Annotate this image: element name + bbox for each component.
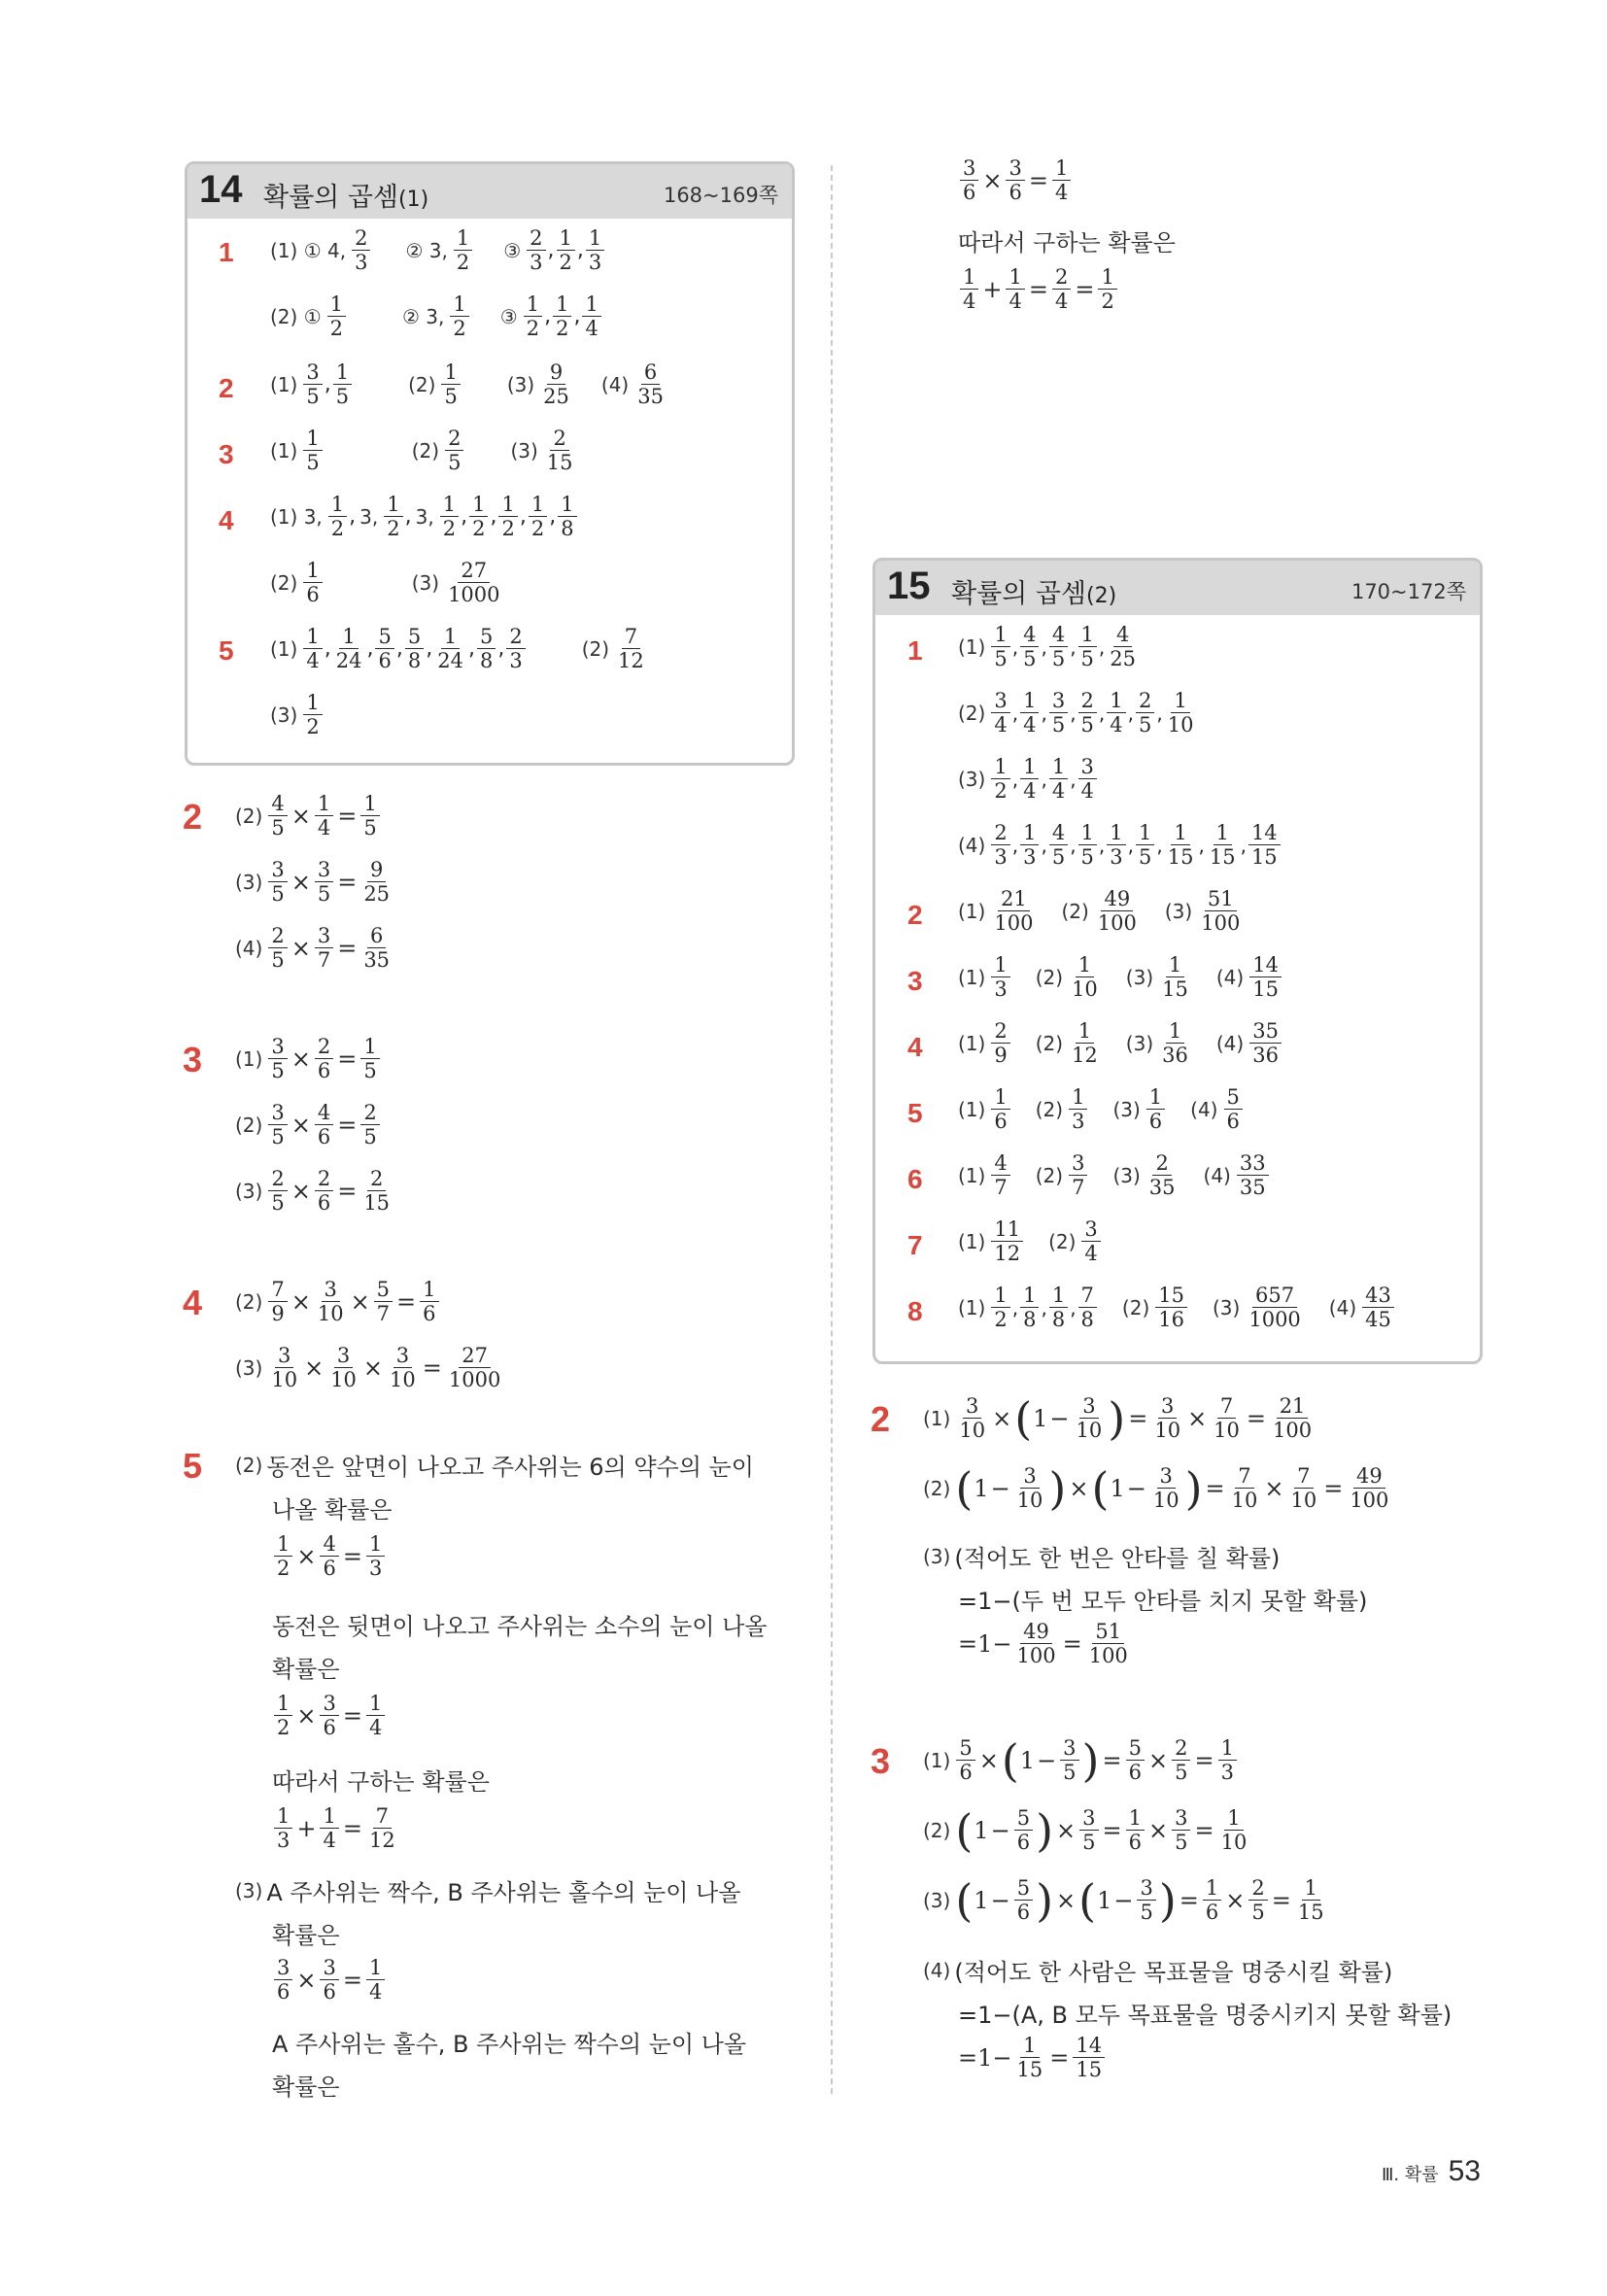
- section-title: 확률의 곱셈(1): [263, 183, 429, 213]
- fraction: $\frac{3}{5}$: [268, 1036, 287, 1081]
- item-label: (1): [958, 1031, 986, 1055]
- solution-text: (3) A 주사위는 짝수, B 주사위는 홀수의 눈이 나올: [235, 1878, 741, 1906]
- fraction: $\frac{3}{5}$: [1079, 1807, 1098, 1853]
- solution-line: (2) ( 1 − $\frac{5}{6}$ ) × $\frac{3}{5}$ = $\frac{1}{6}$ × $\frac{3}{5}$ = $\frac{1}{10}$: [923, 1807, 1251, 1853]
- fraction: $\frac{1}{15}$: [1016, 2034, 1043, 2082]
- fraction: $\frac{1}{4}$: [960, 266, 978, 312]
- fraction: $\frac{1}{3}$: [1020, 822, 1039, 868]
- fraction: $\frac{1}{4}$: [582, 293, 600, 339]
- solution-text: (2) 동전은 앞면이 나오고 주사위는 6의 약수의 눈이: [235, 1453, 754, 1481]
- fraction: $\frac{2}{35}$: [1148, 1151, 1176, 1200]
- item-label: (2): [1035, 965, 1064, 989]
- fraction: $\frac{3}{10}$: [959, 1394, 986, 1443]
- fraction: $\frac{1}{6}$: [1146, 1086, 1165, 1132]
- answer-row: (1) $\frac{1}{4}$ , $\frac{1}{24}$ , $\frac{5}{6}$ , $\frac{5}{8}$ , $\frac{1}{24}$ , $\frac{5}{8}$ , $\frac{2}{3}$ (2) $\frac{7}{12}$: [270, 626, 649, 671]
- fraction: $\frac{1}{15}$: [1297, 1876, 1324, 1925]
- fraction: $\frac{1}{4}$: [366, 1957, 385, 2003]
- fraction: $\frac{14}{15}$: [1248, 822, 1281, 868]
- fraction: $\frac{657}{1000}$: [1248, 1284, 1301, 1332]
- fraction: $\frac{2}{5}$: [1248, 1877, 1267, 1923]
- item-label: (3): [1164, 899, 1193, 923]
- fraction: $\frac{3}{6}$: [960, 157, 978, 203]
- solution-line: $\frac{1}{4}$ + $\frac{1}{4}$ = $\frac{2}{4}$ = $\frac{1}{2}$: [958, 266, 1119, 312]
- fraction: $\frac{4}{6}$: [315, 1102, 333, 1148]
- solution-number: 4: [183, 1283, 203, 1322]
- fraction: $\frac{3}{7}$: [315, 925, 333, 971]
- fraction: $\frac{3}{10}$: [390, 1344, 416, 1392]
- fraction: $\frac{2}{5}$: [268, 925, 287, 971]
- solution-text: 따라서 구하는 확률은: [272, 1768, 490, 1796]
- fraction: $\frac{4}{5}$: [1049, 822, 1068, 868]
- answer-row: [958, 1086, 1245, 1132]
- fraction: $\frac{1}{5}$: [991, 624, 1009, 669]
- fraction: $\frac{3}{10}$: [1154, 1394, 1181, 1443]
- fraction: $\frac{1}{2}$: [524, 293, 542, 339]
- answer-number: 1: [219, 237, 234, 267]
- fraction: $\frac{33}{35}$: [1237, 1152, 1269, 1198]
- fraction: $\frac{2}{4}$: [1052, 266, 1071, 312]
- column-divider: [831, 165, 833, 2094]
- fraction: $\frac{5}{6}$: [956, 1737, 974, 1783]
- answer-row: (3) $\frac{1}{2}$ , $\frac{1}{4}$ , $\frac{1}{4}$ , $\frac{3}{4}$: [958, 756, 1099, 802]
- fraction: $\frac{11}{12}$: [991, 1218, 1023, 1264]
- item-label: (2): [1035, 1163, 1064, 1187]
- fraction: $\frac{3}{5}$: [268, 1102, 287, 1148]
- fraction: $\frac{2}{3}$: [506, 626, 525, 671]
- fraction: $\frac{6}{35}$: [637, 360, 664, 409]
- fraction: $\frac{21}{100}$: [1273, 1394, 1313, 1443]
- item-label: (3): [1125, 965, 1154, 989]
- solution-line: (2) $\frac{7}{9}$ × $\frac{3}{10}$ × $\frac{5}{7}$ = $\frac{1}{6}$: [235, 1279, 441, 1324]
- answer-number: 4: [219, 505, 234, 535]
- fraction: $\frac{27}{1000}$: [448, 1344, 501, 1392]
- fraction: $\frac{2}{5}$: [1078, 690, 1097, 736]
- fraction: $\frac{1}{36}$: [1162, 1019, 1188, 1068]
- item-label: (1): [958, 965, 986, 989]
- fraction: $\frac{3}{5}$: [1137, 1877, 1155, 1923]
- item-label: (1): [958, 1097, 986, 1121]
- page-footer: [1382, 2155, 1481, 2188]
- fraction: $\frac{3}{4}$: [1081, 1218, 1100, 1264]
- answer-number: 7: [907, 1230, 923, 1260]
- fraction: $\frac{1}{4}$: [1107, 690, 1125, 736]
- fraction: $\frac{1}{5}$: [441, 361, 460, 407]
- solution-number: 3: [183, 1040, 203, 1079]
- page-number: 53: [1448, 2155, 1481, 2187]
- fraction: $\frac{1}{12}$: [1072, 1019, 1098, 1068]
- fraction: $\frac{1}{4}$: [315, 793, 333, 839]
- fraction: $\frac{5}{8}$: [477, 626, 496, 671]
- fraction: $\frac{1}{4}$: [1052, 157, 1071, 203]
- fraction: $\frac{1}{8}$: [1049, 1285, 1068, 1330]
- fraction: $\frac{3}{7}$: [1069, 1152, 1087, 1198]
- fraction: $\frac{2}{5}$: [445, 428, 463, 473]
- fraction: $\frac{4}{5}$: [1020, 624, 1039, 669]
- fraction: $\frac{7}{10}$: [1290, 1464, 1317, 1513]
- fraction: $\frac{3}{5}$: [268, 859, 287, 905]
- answer-number: 3: [219, 439, 234, 469]
- fraction: $\frac{1}{2}$: [303, 692, 322, 737]
- fraction: $\frac{2}{6}$: [315, 1036, 333, 1081]
- fraction: $\frac{3}{10}$: [317, 1278, 344, 1326]
- fraction: $\frac{4}{6}$: [320, 1533, 338, 1579]
- fraction: $\frac{1}{5}$: [1136, 822, 1154, 868]
- fraction: $\frac{14}{15}$: [1073, 2035, 1105, 2080]
- solution-line: (2) $\frac{4}{5}$ × $\frac{1}{4}$ = $\frac{1}{5}$: [235, 793, 382, 839]
- fraction: $\frac{1}{15}$: [1162, 953, 1188, 1002]
- answer-row: (4) $\frac{2}{3}$ , $\frac{1}{3}$ , $\frac{4}{5}$ , $\frac{1}{5}$ , $\frac{1}{3}$ , $\frac{1}{5}$ , $\frac{1}{15}$ , $\frac{1}{15}$ , $\frac{14}{15}$: [958, 822, 1282, 868]
- fraction: $\frac{2}{3}$: [991, 822, 1009, 868]
- solution-line: (3) ( 1 − $\frac{5}{6}$ ) × ( 1 − $\frac{3}{5}$ ) = $\frac{1}{6}$ × $\frac{2}{5}$ = $\frac{1}{15}$: [923, 1877, 1329, 1923]
- fraction: $\frac{3}{10}$: [1152, 1464, 1180, 1513]
- solution-line: $\frac{3}{6}$ × $\frac{3}{6}$ = $\frac{1}{4}$: [272, 1957, 387, 2003]
- item-label: (2): [1048, 1229, 1077, 1253]
- fraction: $\frac{1}{8}$: [1020, 1285, 1039, 1330]
- fraction: $\frac{1}{5}$: [1078, 822, 1097, 868]
- solution-line: $\frac{1}{3}$ + $\frac{1}{4}$ = $\frac{7}{12}$: [272, 1805, 400, 1851]
- fraction: $\frac{7}{12}$: [618, 625, 644, 673]
- fraction: $\frac{1}{2}$: [454, 227, 472, 273]
- solution-line: =1− $\frac{1}{15}$ = $\frac{14}{15}$: [958, 2035, 1107, 2080]
- item-label: (2): [1035, 1031, 1064, 1055]
- fraction: $\frac{2}{6}$: [315, 1168, 333, 1214]
- item-label: (4): [1215, 965, 1245, 989]
- section-pages: 170~172쪽: [1351, 580, 1466, 603]
- fraction: $\frac{1}{24}$: [335, 625, 362, 673]
- solution-text: 확률은: [272, 1922, 340, 1949]
- item-label: (1): [958, 1229, 986, 1253]
- fraction: $\frac{5}{6}$: [1126, 1737, 1145, 1783]
- fraction: $\frac{1}{2}$: [498, 494, 517, 539]
- fraction: $\frac{3}{6}$: [274, 1957, 292, 2003]
- fraction: $\frac{1}{2}$: [557, 227, 575, 273]
- fraction: $\frac{35}{36}$: [1249, 1020, 1282, 1066]
- solution-line: (2) $\frac{3}{5}$ × $\frac{4}{6}$ = $\frac{2}{5}$: [235, 1102, 382, 1148]
- fraction: $\frac{1}{10}$: [1167, 689, 1194, 737]
- solution-number: 3: [871, 1741, 891, 1781]
- answer-row: (3) $\frac{1}{2}$: [270, 692, 325, 737]
- solution-text: 확률은: [272, 1656, 340, 1683]
- fraction: $\frac{4}{25}$: [1110, 623, 1137, 671]
- solution-line: (3) $\frac{2}{5}$ × $\frac{2}{6}$ = $\frac{2}{15}$: [235, 1168, 394, 1214]
- section-number: 14: [199, 168, 243, 211]
- answer-row: (2) $\frac{3}{4}$ , $\frac{1}{4}$ , $\frac{3}{5}$ , $\frac{2}{5}$ , $\frac{1}{4}$ , $\frac{2}{5}$ , $\frac{1}{10}$: [958, 690, 1198, 736]
- answer-number: 4: [907, 1032, 923, 1062]
- chapter-label: Ⅲ. 확률: [1381, 2165, 1439, 2185]
- fraction: $\frac{1}{15}$: [1209, 821, 1236, 870]
- fraction: $\frac{2}{5}$: [268, 1168, 287, 1214]
- fraction: $\frac{1}{5}$: [360, 1036, 379, 1081]
- fraction: $\frac{2}{9}$: [991, 1020, 1009, 1066]
- fraction: $\frac{1}{2}$: [440, 494, 459, 539]
- solution-line: $\frac{3}{6}$ × $\frac{3}{6}$ = $\frac{1}{4}$: [958, 157, 1073, 203]
- fraction: $\frac{1}{2}$: [991, 756, 1009, 802]
- fraction: $\frac{1}{4}$: [1020, 756, 1039, 802]
- fraction: $\frac{21}{100}$: [994, 887, 1034, 936]
- fraction: $\frac{1}{2}$: [274, 1533, 292, 1579]
- fraction: $\frac{3}{10}$: [1016, 1464, 1043, 1513]
- answer-row: [958, 1218, 1103, 1264]
- solution-text: 동전은 뒷면이 나오고 주사위는 소수의 눈이 나올: [272, 1613, 768, 1640]
- fraction: $\frac{1}{24}$: [437, 625, 463, 673]
- section-number: 15: [887, 565, 931, 607]
- solution-text: 확률은: [272, 2073, 340, 2101]
- fraction: $\frac{1}{3}$: [366, 1533, 385, 1579]
- fraction: $\frac{5}{6}$: [1014, 1807, 1033, 1853]
- fraction: $\frac{51}{100}$: [1088, 1620, 1128, 1668]
- fraction: $\frac{2}{5}$: [1136, 690, 1154, 736]
- fraction: $\frac{3}{5}$: [303, 361, 322, 407]
- fraction: $\frac{7}{8}$: [1078, 1285, 1097, 1330]
- answer-number: 1: [907, 635, 923, 666]
- fraction: $\frac{5}{6}$: [1224, 1086, 1243, 1132]
- fraction: $\frac{2}{3}$: [527, 227, 545, 273]
- solution-line: $\frac{1}{2}$ × $\frac{4}{6}$ = $\frac{1}{3}$: [272, 1533, 387, 1579]
- item-label: (4): [1203, 1163, 1231, 1187]
- fraction: $\frac{1}{5}$: [360, 793, 379, 839]
- fraction: $\frac{1}{4}$: [1006, 266, 1024, 312]
- item-label: (1): [958, 1163, 986, 1187]
- item-label: (3): [1112, 1097, 1141, 1121]
- fraction: $\frac{5}{8}$: [405, 626, 424, 671]
- answer-number: 2: [219, 373, 234, 403]
- answer-row: (1) $\frac{1}{2}$ , $\frac{1}{8}$ , $\frac{1}{8}$ , $\frac{7}{8}$ (2) $\frac{15}{16}$ (3) $\frac{657}{1000}$ (4) $\frac{43}{45}$: [958, 1285, 1396, 1330]
- fraction: $\frac{49}{100}$: [1016, 1620, 1056, 1668]
- item-label: (2): [1121, 1295, 1150, 1319]
- fraction: $\frac{1}{2}$: [991, 1285, 1009, 1330]
- answer-number: 5: [219, 635, 234, 666]
- solution-number: 2: [871, 1399, 891, 1439]
- fraction: $\frac{49}{100}$: [1350, 1464, 1389, 1513]
- item-label: (2): [1061, 899, 1089, 923]
- solution-text: (4) (적어도 한 사람은 목표물을 명중시킬 확률): [923, 1958, 1393, 1986]
- fraction: $\frac{1}{2}$: [469, 494, 488, 539]
- item-label: (4): [1215, 1031, 1245, 1055]
- fraction: $\frac{3}{5}$: [1060, 1737, 1078, 1783]
- answer-row: [958, 1152, 1271, 1198]
- solution-line: (1) $\frac{3}{5}$ × $\frac{2}{6}$ = $\frac{1}{5}$: [235, 1036, 382, 1081]
- fraction: $\frac{3}{6}$: [320, 1693, 338, 1738]
- section-pages: 168~169쪽: [663, 184, 778, 207]
- fraction: $\frac{7}{12}$: [368, 1804, 395, 1853]
- answer-number: 3: [907, 966, 923, 996]
- item-label: (1): [958, 899, 986, 923]
- answer-number: 8: [907, 1296, 923, 1326]
- solution-number: 5: [183, 1446, 203, 1486]
- fraction: $\frac{2}{15}$: [546, 427, 573, 475]
- fraction: $\frac{7}{10}$: [1214, 1394, 1240, 1443]
- fraction: $\frac{1}{8}$: [558, 494, 576, 539]
- fraction: $\frac{1}{4}$: [366, 1693, 385, 1738]
- fraction: $\frac{7}{10}$: [1231, 1464, 1258, 1513]
- answer-number: 5: [907, 1098, 923, 1128]
- fraction: $\frac{5}{7}$: [374, 1279, 393, 1324]
- fraction: $\frac{1}{3}$: [991, 954, 1009, 1000]
- solution-line: (1) $\frac{5}{6}$ × ( 1 − $\frac{3}{5}$ ) = $\frac{5}{6}$ × $\frac{2}{5}$ = $\frac{1}{3}$: [923, 1737, 1239, 1783]
- fraction: $\frac{27}{1000}$: [448, 559, 500, 607]
- answer-row: (2) ① $\frac{1}{2}$ ② 3, $\frac{1}{2}$ ③ $\frac{1}{2}$ , $\frac{1}{2}$ , $\frac{1}{4}$: [270, 293, 603, 339]
- fraction: $\frac{1}{3}$: [274, 1805, 292, 1851]
- solution-line: (3) $\frac{3}{10}$ × $\frac{3}{10}$ × $\frac{3}{10}$ = $\frac{27}{1000}$: [235, 1345, 505, 1390]
- fraction: $\frac{1}{6}$: [1203, 1877, 1221, 1923]
- item-label: (3): [1112, 1163, 1141, 1187]
- fraction: $\frac{3}{5}$: [1049, 690, 1068, 736]
- fraction: $\frac{1}{2}$: [274, 1693, 292, 1738]
- fraction: $\frac{4}{7}$: [991, 1152, 1009, 1198]
- fraction: $\frac{15}{16}$: [1155, 1285, 1187, 1330]
- fraction: $\frac{1}{3}$: [586, 227, 604, 273]
- answer-row: [958, 1020, 1283, 1066]
- fraction: $\frac{1}{4}$: [303, 626, 322, 671]
- fraction: $\frac{3}{4}$: [1078, 756, 1097, 802]
- fraction: $\frac{5}{6}$: [375, 626, 393, 671]
- section-title: 확률의 곱셈(2): [951, 579, 1117, 609]
- item-label: (3): [1213, 1295, 1241, 1319]
- solution-line: $\frac{1}{2}$ × $\frac{3}{6}$ = $\frac{1}{4}$: [272, 1693, 387, 1738]
- fraction: $\frac{2}{15}$: [363, 1167, 391, 1216]
- item-label: (4): [1328, 1295, 1357, 1319]
- answer-row: (1) ① 4, $\frac{2}{3}$ ② 3, $\frac{1}{2}$ ③ $\frac{2}{3}$ , $\frac{1}{2}$ , $\frac{1}{3}$: [270, 227, 606, 273]
- fraction: $\frac{1}{4}$: [320, 1805, 338, 1851]
- solution-text: A 주사위는 홀수, B 주사위는 짝수의 눈이 나올: [272, 2031, 747, 2058]
- solution-text: 나올 확률은: [272, 1496, 393, 1524]
- solution-line: =1− $\frac{49}{100}$ = $\frac{51}{100}$: [958, 1621, 1133, 1666]
- item-label: (2): [1035, 1097, 1064, 1121]
- fraction: $\frac{1}{2}$: [1098, 266, 1116, 312]
- fraction: $\frac{1}{6}$: [303, 560, 322, 605]
- solution-line: (3) $\frac{3}{5}$ × $\frac{3}{5}$ = $\frac{9}{25}$: [235, 859, 394, 905]
- fraction: $\frac{6}{35}$: [363, 924, 391, 973]
- fraction: $\frac{1}{10}$: [1072, 953, 1098, 1002]
- fraction: $\frac{1}{5}$: [303, 428, 322, 473]
- answer-row: [958, 888, 1245, 934]
- answer-row: (1) $\frac{3}{5}$ , $\frac{1}{5}$ (2) $\frac{1}{5}$ (3) $\frac{9}{25}$ (4) $\frac{6}{35}$: [270, 361, 668, 407]
- answer-number: 2: [907, 900, 923, 930]
- fraction: $\frac{1}{4}$: [1020, 690, 1039, 736]
- fraction: $\frac{51}{100}$: [1201, 887, 1241, 936]
- fraction: $\frac{3}{6}$: [320, 1957, 338, 2003]
- item-label: (4): [1190, 1097, 1218, 1121]
- solution-line: (4) $\frac{2}{5}$ × $\frac{3}{7}$ = $\frac{6}{35}$: [235, 925, 394, 971]
- item-label: (3): [1125, 1031, 1154, 1055]
- fraction: $\frac{1}{2}$: [553, 293, 571, 339]
- solution-number: 2: [183, 797, 203, 837]
- fraction: $\frac{2}{5}$: [360, 1102, 379, 1148]
- fraction: $\frac{1}{2}$: [450, 293, 468, 339]
- fraction: $\frac{1}{3}$: [1069, 1086, 1087, 1132]
- solution-text: 따라서 구하는 확률은: [958, 229, 1176, 257]
- fraction: $\frac{49}{100}$: [1097, 887, 1137, 936]
- answer-row: (1) 3, $\frac{1}{2}$ , 3, $\frac{1}{2}$ , 3, $\frac{1}{2}$ , $\frac{1}{2}$ , $\frac{1}{2}$ , $\frac{1}{2}$ , $\frac{1}{8}$: [270, 494, 579, 539]
- fraction: $\frac{3}{4}$: [991, 690, 1009, 736]
- solution-text: =1−(두 번 모두 안타를 치지 못할 확률): [958, 1588, 1368, 1615]
- fraction: $\frac{1}{2}$: [328, 494, 347, 539]
- fraction: $\frac{1}{6}$: [1126, 1807, 1145, 1853]
- solution-line: (1) $\frac{3}{10}$ × ( 1 − $\frac{3}{10}$ ) = $\frac{3}{10}$ × $\frac{7}{10}$ = $\frac{21}{100}$: [923, 1395, 1316, 1441]
- fraction: $\frac{3}{10}$: [330, 1344, 357, 1392]
- fraction: $\frac{2}{3}$: [352, 227, 370, 273]
- fraction: $\frac{3}{10}$: [271, 1344, 298, 1392]
- answer-row: (1) $\frac{1}{5}$ (2) $\frac{2}{5}$ (3) $\frac{2}{15}$: [270, 428, 578, 473]
- fraction: $\frac{1}{2}$: [384, 494, 402, 539]
- answer-row: (2) $\frac{1}{6}$ (3) $\frac{27}{1000}$: [270, 560, 505, 605]
- fraction: $\frac{4}{5}$: [1049, 624, 1068, 669]
- solution-text: (3) (적어도 한 번은 안타를 칠 확률): [923, 1544, 1281, 1572]
- fraction: $\frac{1}{3}$: [1218, 1737, 1237, 1783]
- fraction: $\frac{1}{3}$: [1107, 822, 1125, 868]
- fraction: $\frac{3}{5}$: [1172, 1807, 1190, 1853]
- fraction: $\frac{1}{5}$: [1078, 624, 1097, 669]
- fraction: $\frac{1}{6}$: [420, 1279, 438, 1324]
- fraction: $\frac{1}{2}$: [327, 293, 346, 339]
- fraction: $\frac{1}{4}$: [1049, 756, 1068, 802]
- fraction: $\frac{43}{45}$: [1362, 1285, 1394, 1330]
- fraction: $\frac{1}{2}$: [529, 494, 547, 539]
- fraction: $\frac{9}{25}$: [363, 858, 391, 907]
- fraction: $\frac{3}{6}$: [1006, 157, 1024, 203]
- fraction: $\frac{1}{15}$: [1167, 821, 1194, 870]
- answer-number: 6: [907, 1164, 923, 1194]
- fraction: $\frac{5}{6}$: [1014, 1877, 1033, 1923]
- fraction: $\frac{9}{25}$: [543, 360, 569, 409]
- fraction: $\frac{3}{5}$: [315, 859, 333, 905]
- solution-line: (2) ( 1 − $\frac{3}{10}$ ) × ( 1 − $\frac{3}{10}$ ) = $\frac{7}{10}$ × $\frac{7}{10}$ = $\frac{49}{100}$: [923, 1465, 1393, 1511]
- answer-row: [958, 954, 1283, 1000]
- fraction: $\frac{4}{5}$: [268, 793, 287, 839]
- answer-row: (1) $\frac{1}{5}$ , $\frac{4}{5}$ , $\frac{4}{5}$ , $\frac{1}{5}$ , $\frac{4}{25}$: [958, 624, 1141, 669]
- fraction: $\frac{2}{5}$: [1172, 1737, 1190, 1783]
- fraction: $\frac{1}{5}$: [333, 361, 352, 407]
- fraction: $\frac{14}{15}$: [1249, 954, 1282, 1000]
- fraction: $\frac{3}{10}$: [1076, 1394, 1103, 1443]
- fraction: $\frac{1}{10}$: [1220, 1806, 1248, 1855]
- fraction: $\frac{1}{6}$: [991, 1086, 1009, 1132]
- fraction: $\frac{7}{9}$: [268, 1279, 287, 1324]
- solution-text: =1−(A, B 모두 목표물을 명중시키지 못할 확률): [958, 2002, 1453, 2029]
